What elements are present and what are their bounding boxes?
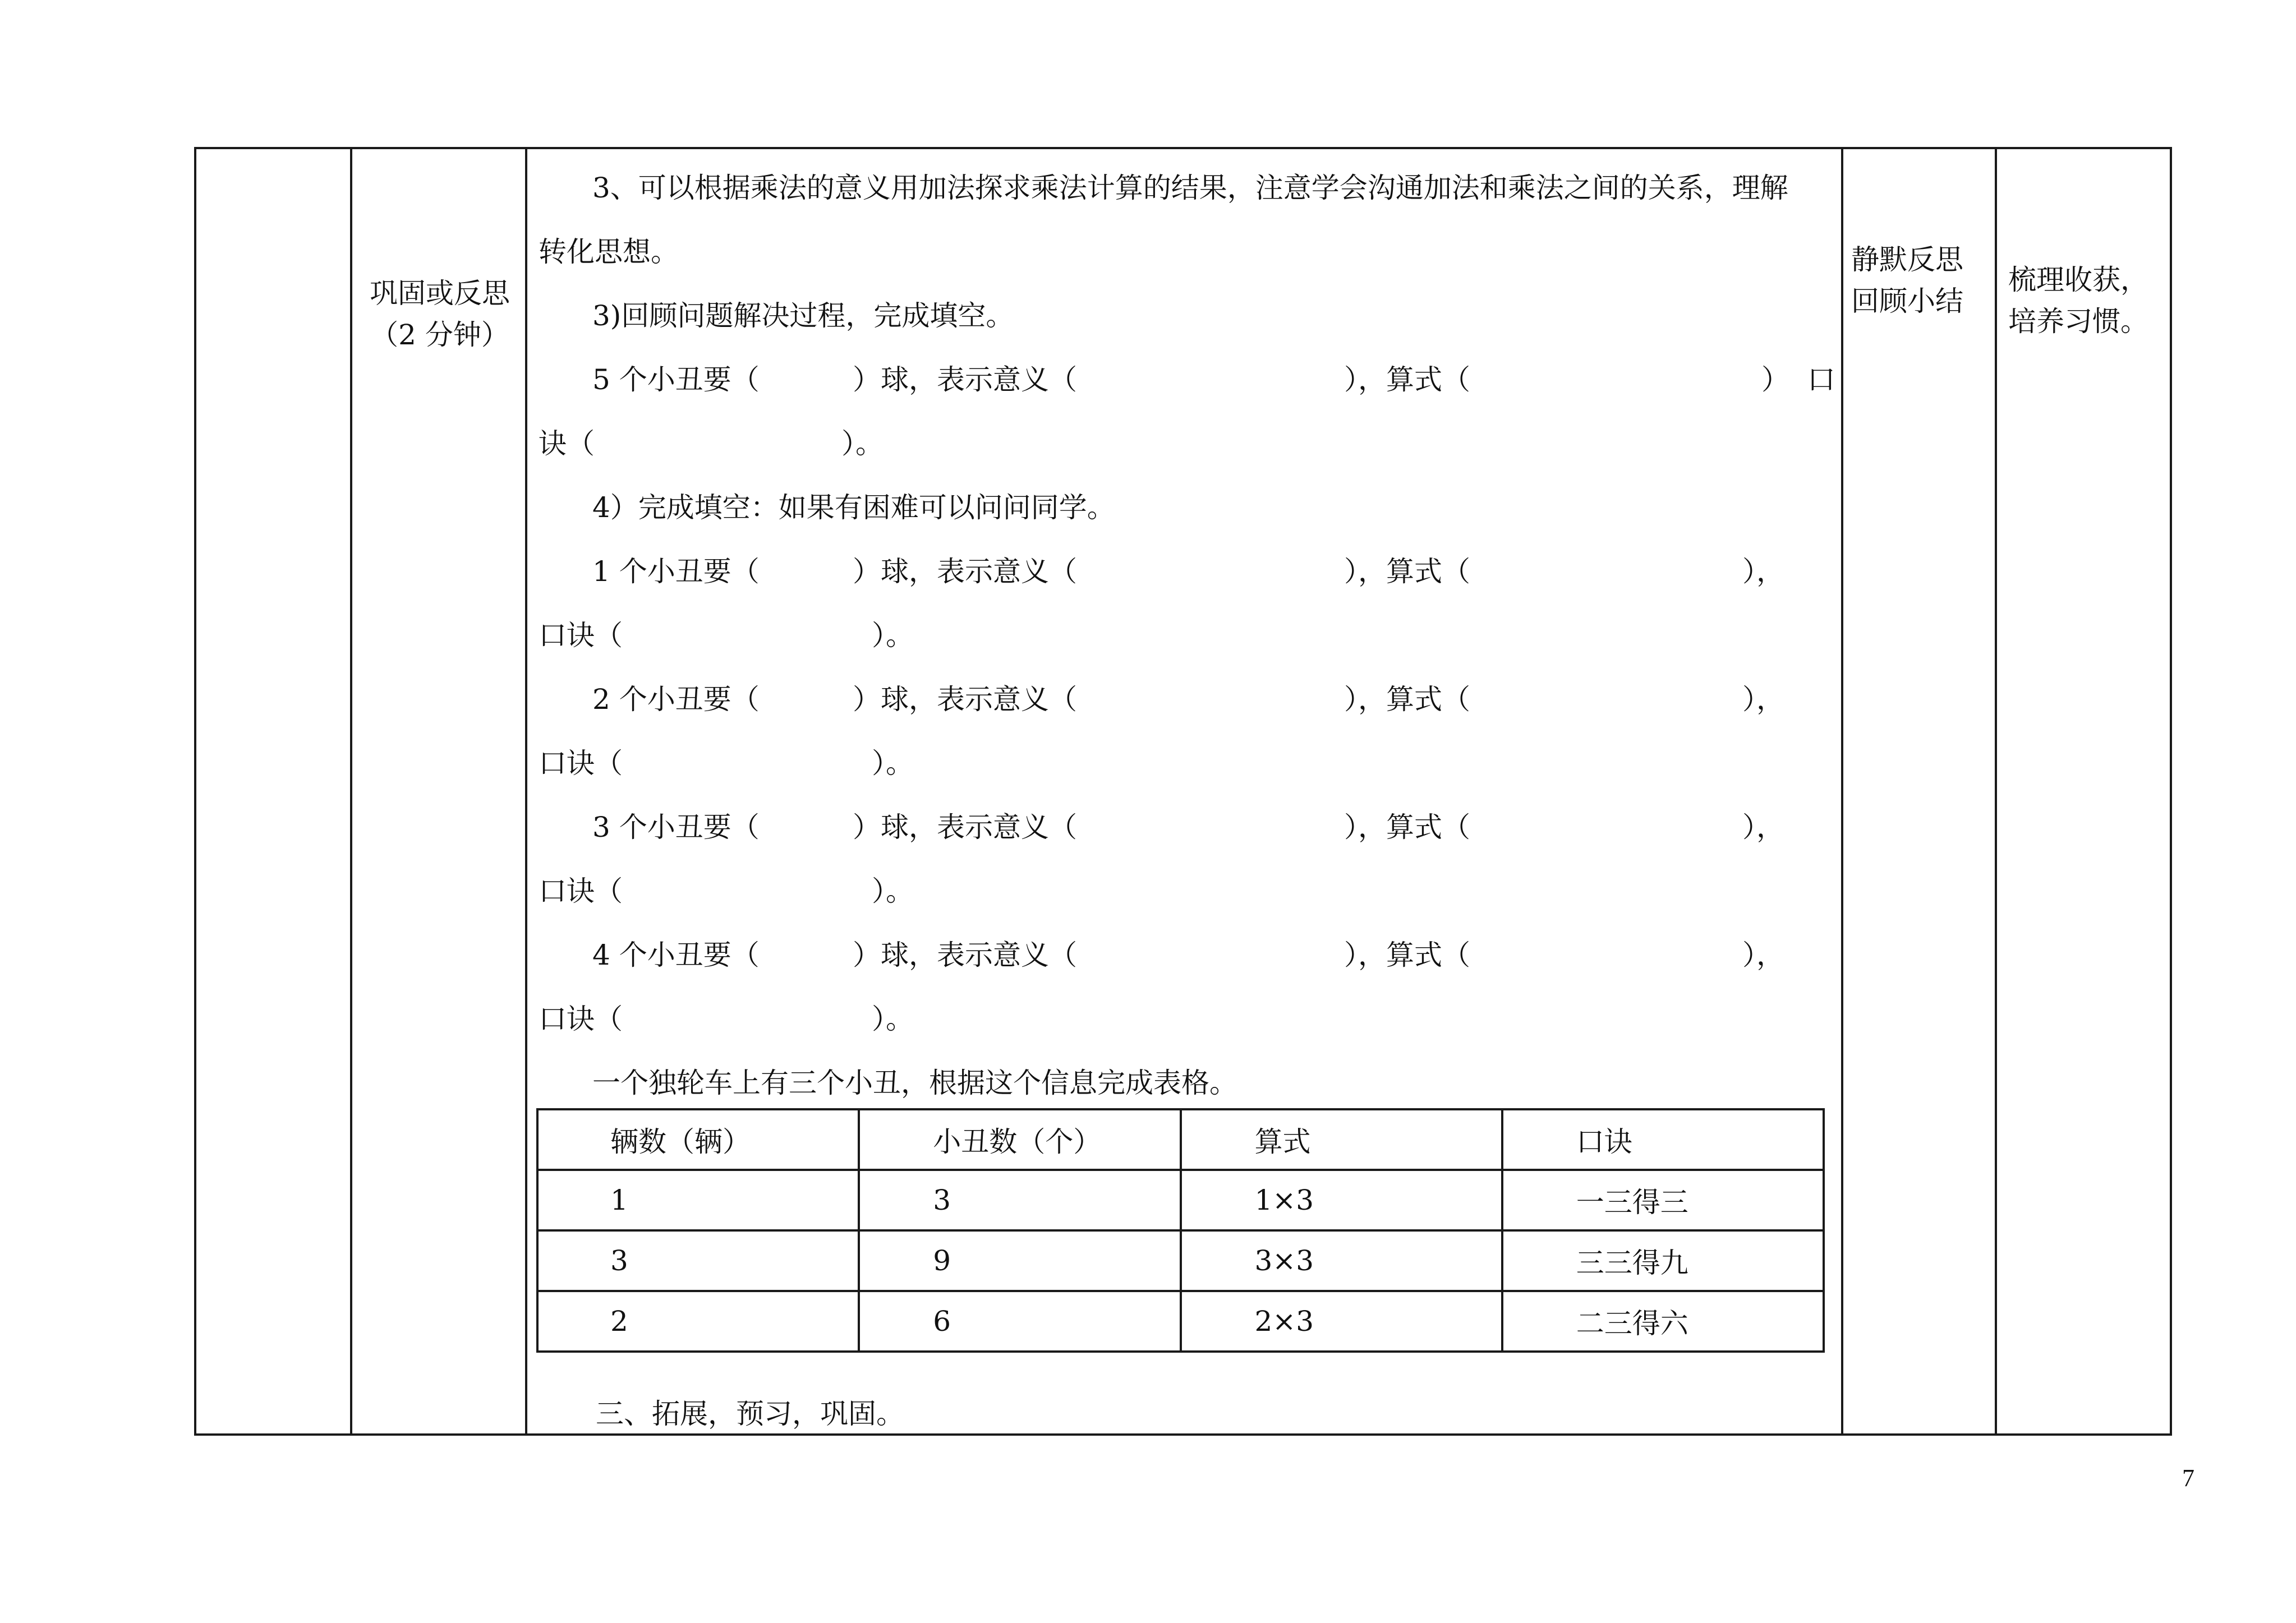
- table-cell: 3: [859, 1170, 1180, 1230]
- design-intent-cell: [2008, 259, 2182, 342]
- table-header-cell: 口诀: [1502, 1109, 1824, 1170]
- table-cell: 3×3: [1181, 1230, 1502, 1291]
- fill-in-question: 口诀（ ）。: [539, 619, 914, 652]
- student-activity-line: 静默反思: [1851, 243, 1963, 276]
- column-divider: [1995, 149, 1997, 1433]
- table-header-cell: 辆数（辆）: [537, 1109, 859, 1170]
- fill-in-question: 诀（ ）。: [539, 427, 884, 460]
- paragraph: 3、可以根据乘法的意义用加法探求乘法计算的结果，注意学会沟通加法和乘法之间的关系，理解: [592, 172, 1788, 204]
- table-cell: 一三得三: [1502, 1170, 1824, 1230]
- table-cell: 1×3: [1181, 1170, 1502, 1230]
- fill-in-question: 1 个小丑要（ ）球，表示意义（ ），算式（ ），: [592, 555, 1784, 588]
- design-intent-line: 培养习惯。: [2008, 305, 2148, 338]
- page-number: 7: [2182, 1464, 2194, 1492]
- table-row: [537, 1291, 1824, 1352]
- paragraph: 一个独轮车上有三个小丑，根据这个信息完成表格。: [592, 1067, 1237, 1099]
- fill-in-question: 5 个小丑要（ ）球，表示意义（ ），算式（ ） 口: [592, 363, 1835, 396]
- table-cell: 2: [537, 1291, 859, 1352]
- fill-in-question: 口诀（ ）。: [539, 1003, 914, 1035]
- table-cell: 三三得九: [1502, 1230, 1824, 1291]
- table-cell: 6: [859, 1291, 1180, 1352]
- table-header-cell: 小丑数（个）: [859, 1109, 1180, 1170]
- multiplication-table: [536, 1108, 1825, 1353]
- fill-in-question: 3 个小丑要（ ）球，表示意义（ ），算式（ ），: [592, 811, 1784, 843]
- fill-in-question: 4 个小丑要（ ）球，表示意义（ ），算式（ ），: [592, 939, 1784, 971]
- student-activity-cell: [1851, 239, 2003, 322]
- paragraph: 4）完成填空：如果有困难可以问问同学。: [592, 491, 1115, 524]
- table-cell: 1: [537, 1170, 859, 1230]
- paragraph: 3)回顾问题解决过程，完成填空。: [592, 299, 1014, 332]
- table-cell: 二三得六: [1502, 1291, 1824, 1352]
- stage-title: 巩固或反思: [370, 277, 510, 310]
- paragraph: 转化思想。: [539, 236, 679, 268]
- teaching-content: [539, 156, 1835, 1115]
- table-cell: 9: [859, 1230, 1180, 1291]
- column-divider: [1841, 149, 1843, 1433]
- paragraph: 三、拓展，预习，巩固。: [596, 1398, 904, 1430]
- stage-duration: （2 分钟）: [370, 319, 509, 351]
- fill-in-question: 口诀（ ）。: [539, 747, 914, 780]
- stage-cell: [352, 273, 527, 356]
- table-cell: 2×3: [1181, 1291, 1502, 1352]
- table-row: [537, 1170, 1824, 1230]
- table-header-row: [537, 1109, 1824, 1170]
- design-intent-line: 梳理收获，: [2008, 264, 2148, 296]
- table-header-cell: 算式: [1181, 1109, 1502, 1170]
- table-cell: 3: [537, 1230, 859, 1291]
- table-row: [537, 1230, 1824, 1291]
- fill-in-question: 2 个小丑要（ ）球，表示意义（ ），算式（ ），: [592, 683, 1784, 716]
- student-activity-line: 回顾小结: [1851, 285, 1963, 317]
- fill-in-question: 口诀（ ）。: [539, 875, 914, 907]
